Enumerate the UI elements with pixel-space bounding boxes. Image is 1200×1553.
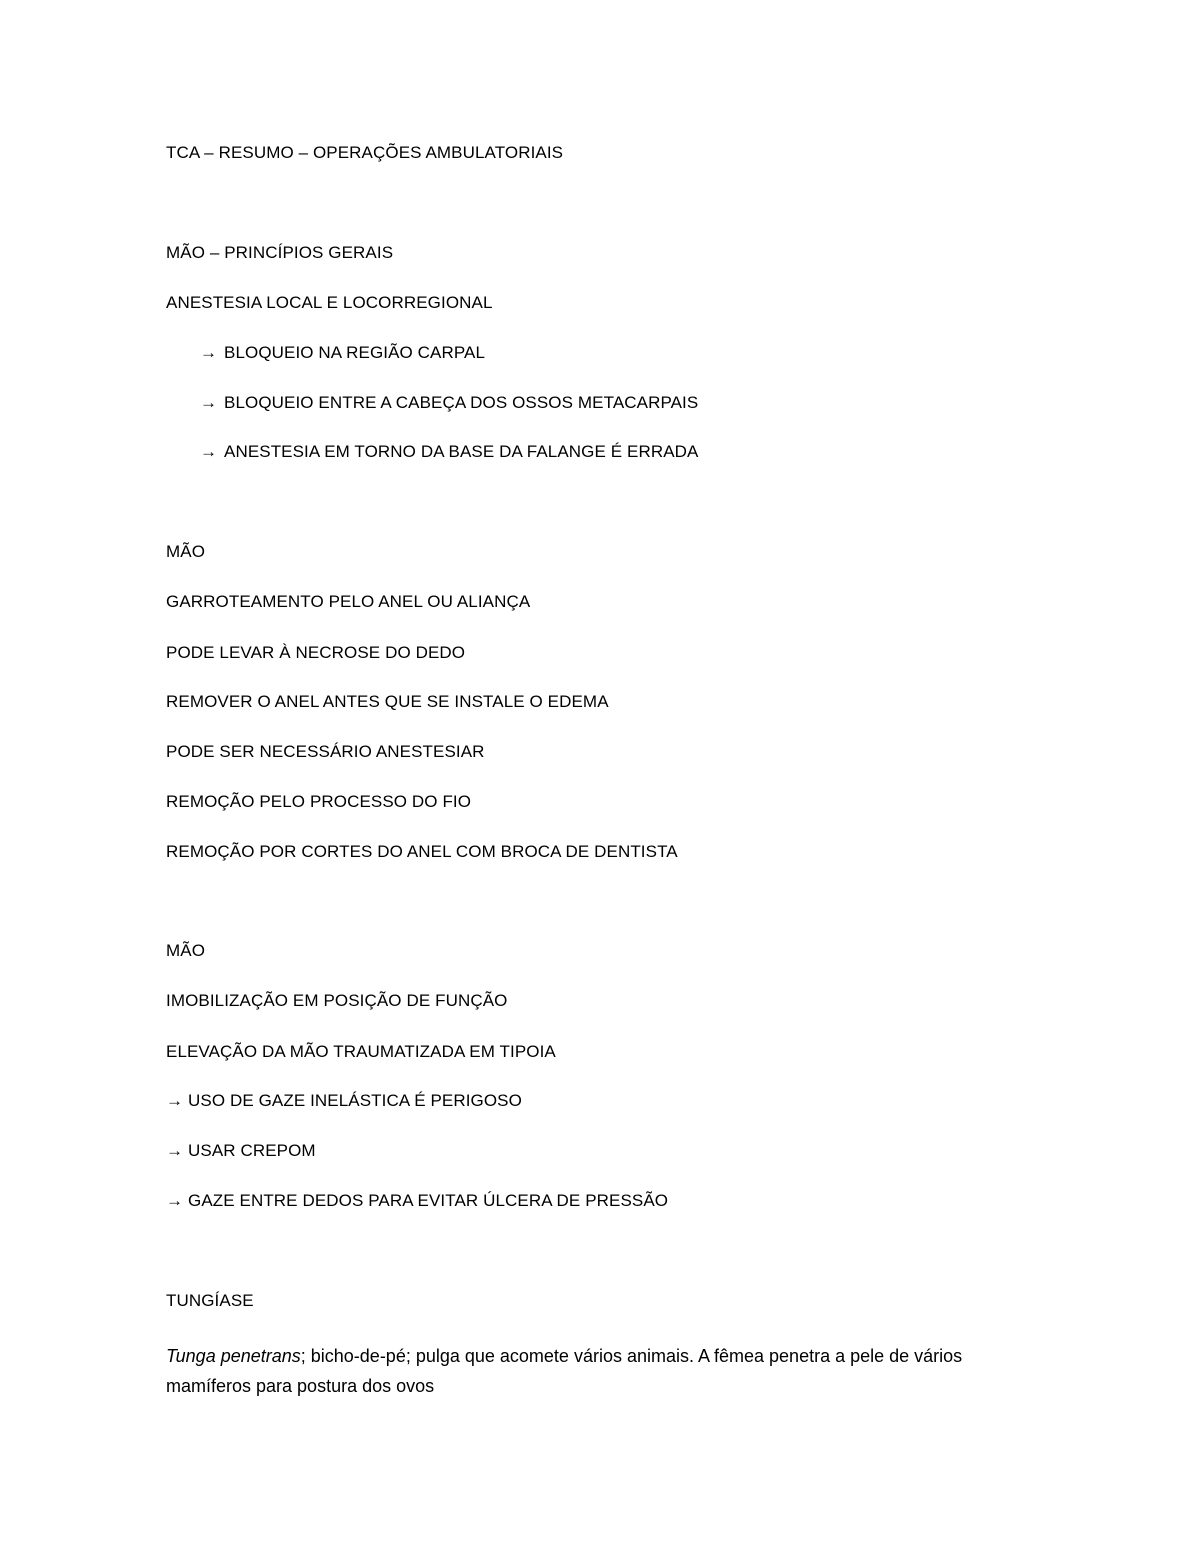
text-line: REMOVER O ANEL ANTES QUE SE INSTALE O EDEMA	[166, 692, 609, 711]
bullet-text: USAR CREPOM	[188, 1141, 316, 1160]
text-line: GARROTEAMENTO PELO ANEL OU ALIANÇA	[166, 592, 531, 611]
bullet-item	[166, 1140, 316, 1162]
text-line: REMOÇÃO POR CORTES DO ANEL COM BROCA DE DENTISTA	[166, 842, 678, 861]
arrow-icon: →	[166, 1091, 184, 1110]
paragraph	[166, 1341, 996, 1401]
text-line: ELEVAÇÃO DA MÃO TRAUMATIZADA EM TIPOIA	[166, 1042, 556, 1061]
paragraph-text: ; bicho-de-pé; pulga que acomete vários animais. A fêmea penetra a pele de vários mamíferos para postura dos ovos	[166, 1346, 963, 1396]
bullet-item	[166, 1190, 668, 1212]
section-heading: MÃO – PRINCÍPIOS GERAIS	[166, 243, 394, 262]
bullet-item	[200, 342, 485, 364]
bullet-text: BLOQUEIO ENTRE A CABEÇA DOS OSSOS METACARPAIS	[224, 393, 699, 412]
arrow-icon: →	[166, 1141, 184, 1160]
bullet-item	[200, 392, 698, 414]
document-title: TCA – RESUMO – OPERAÇÕES AMBULATORIAIS	[166, 143, 564, 162]
section-subheading: ANESTESIA LOCAL E LOCORREGIONAL	[166, 293, 493, 312]
arrow-icon: →	[200, 442, 218, 461]
arrow-icon: →	[200, 343, 218, 362]
text-line: PODE SER NECESSÁRIO ANESTESIAR	[166, 742, 485, 761]
arrow-icon: →	[166, 1191, 184, 1210]
bullet-text: GAZE ENTRE DEDOS PARA EVITAR ÚLCERA DE PRESSÃO	[188, 1191, 669, 1210]
bullet-text: USO DE GAZE INELÁSTICA É PERIGOSO	[188, 1091, 522, 1110]
species-name: Tunga penetrans	[166, 1346, 301, 1366]
arrow-icon: →	[200, 393, 218, 412]
text-line: REMOÇÃO PELO PROCESSO DO FIO	[166, 792, 472, 811]
text-line: IMOBILIZAÇÃO EM POSIÇÃO DE FUNÇÃO	[166, 991, 508, 1010]
section-heading: TUNGÍASE	[166, 1291, 254, 1310]
bullet-item	[166, 1090, 522, 1112]
text-line: PODE LEVAR À NECROSE DO DEDO	[166, 643, 466, 662]
section-heading: MÃO	[166, 542, 206, 561]
section-heading: MÃO	[166, 941, 206, 960]
bullet-text: BLOQUEIO NA REGIÃO CARPAL	[224, 343, 486, 362]
bullet-item	[200, 441, 698, 463]
bullet-text: ANESTESIA EM TORNO DA BASE DA FALANGE É ERRADA	[224, 442, 699, 461]
